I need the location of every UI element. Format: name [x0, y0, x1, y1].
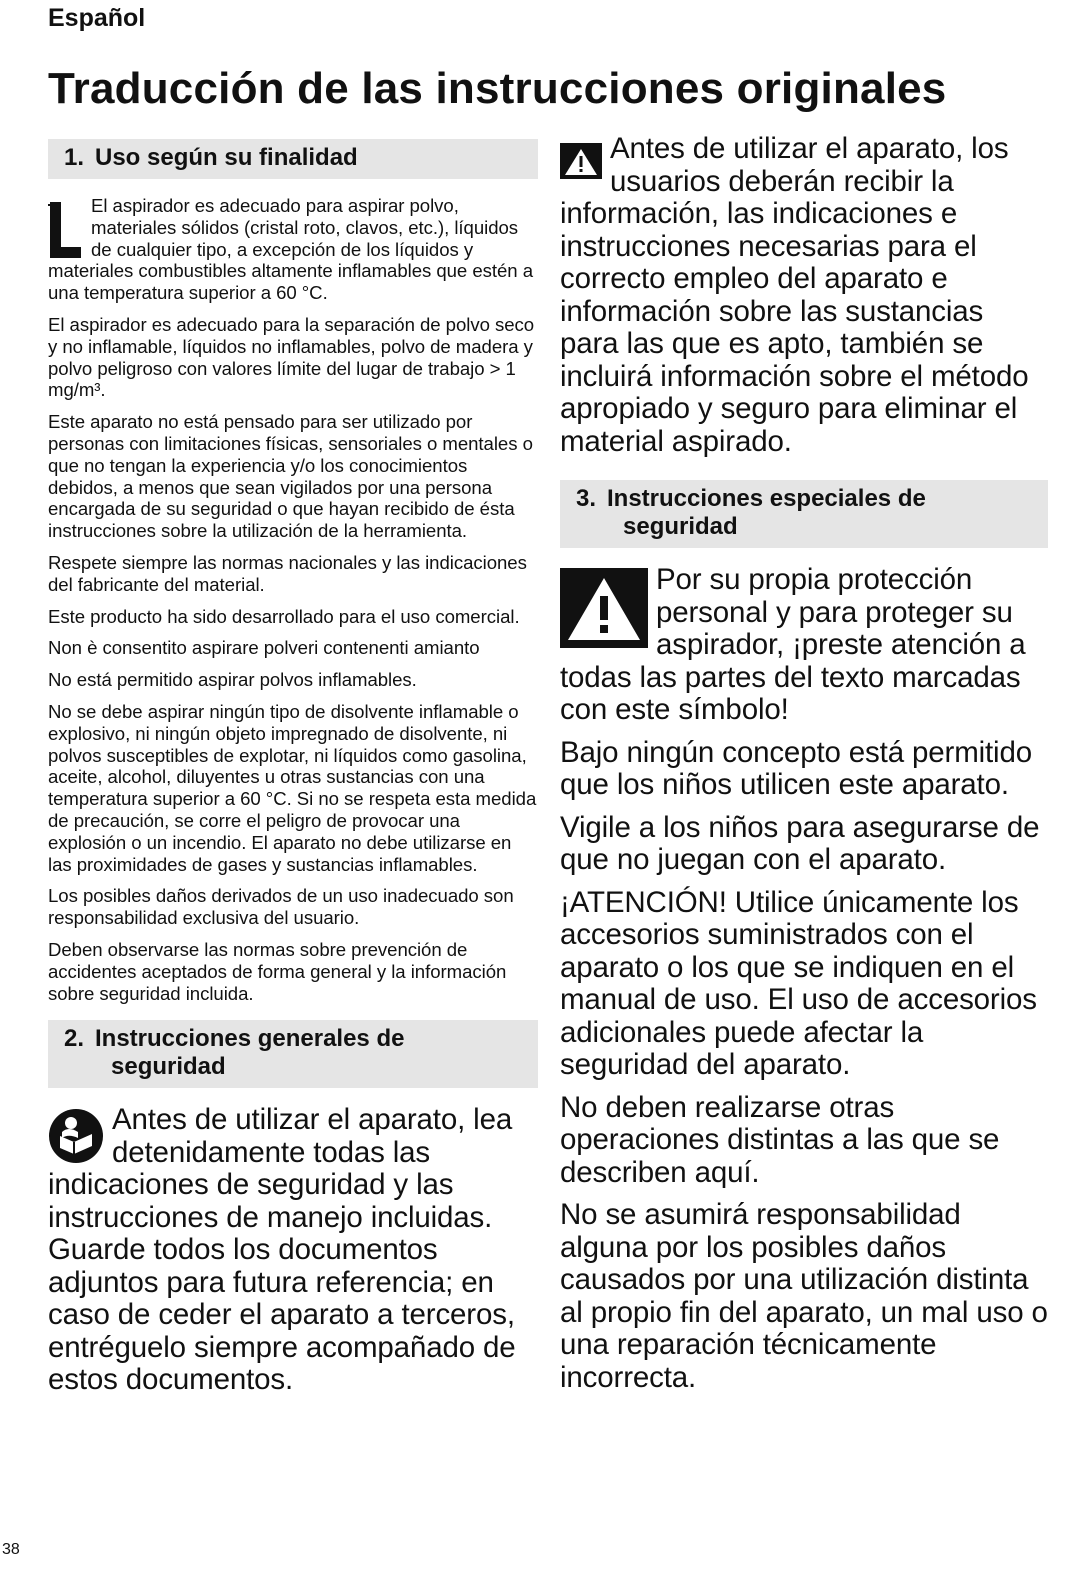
- section-2-body: [48, 1104, 538, 1397]
- paragraph-text: Antes de utilizar el aparato, los usuarios deberán recibir la información, las indicaciones e instrucciones necesarias para el correcto empleo del aparato e información sobre las sustancias para las que es apto, también se incluirá información sobre el método apropiado y seguro para eliminar el material aspirado.: [560, 132, 1029, 458]
- section-2-number: 2.: [64, 1025, 85, 1053]
- section-1-heading: [48, 139, 538, 179]
- section-3-title-line2: seguridad: [623, 513, 738, 540]
- section-3-heading: [560, 480, 1048, 548]
- section-1-body: [48, 195, 538, 1004]
- dropcap-l-icon: [48, 202, 81, 258]
- section-1-title: Uso según su finalidad: [95, 144, 358, 171]
- paragraph: No está permitido aspirar polvos inflamables.: [48, 669, 417, 691]
- paragraph: [560, 133, 1048, 458]
- paragraph-text: Antes de utilizar el aparato, lea detenidamente todas las indicaciones de seguridad y las instrucciones de manejo incluidas. Guarde todos los documentos adjuntos para futura referencia; en caso de ceder el aparato a terceros, entréguelo siempre acompañado de estos documentos.: [48, 1103, 516, 1397]
- warning-triangle-icon: [560, 568, 648, 648]
- paragraph: Este aparato no está pensado para ser utilizado por personas con limitaciones físicas, sensoriales o mentales o que no tengan la experiencia y/o los conocimientos debidos, a menos que sean vigilados por una persona encargada de su seguridad o que hayan recibido de ésta instrucciones sobre la utilización de la herramienta.: [48, 411, 533, 542]
- paragraph-text: Por su propia protección personal y para proteger su aspirador, ¡preste atención a todas las partes del texto marcadas con este símbolo!: [560, 563, 1026, 726]
- read-manual-icon: [48, 1108, 104, 1164]
- paragraph: No deben realizarse otras operaciones distintas a las que se describen aquí.: [560, 1090, 1000, 1189]
- section-3-title-line1: Instrucciones especiales de: [607, 485, 926, 512]
- paragraph: ¡ATENCIÓN! Utilice únicamente los accesorios suministrados con el aparato o los que se indiquen en el manual de uso. El uso de accesorios adicionales puede afectar la seguridad del aparato.: [560, 885, 1037, 1081]
- paragraph-text: El aspirador es adecuado para aspirar polvo, materiales sólidos (cristal roto, clavos, etc.), líquidos de cualquier tipo, a excepción de los líquidos y materiales combustibles altamente inflamables que estén a una temperatura superior a 60 °C.: [48, 195, 533, 304]
- warning-triangle-icon: [560, 143, 602, 179]
- left-column: [48, 139, 538, 1407]
- section-2-title-line2: seguridad: [111, 1053, 226, 1081]
- paragraph: [48, 195, 538, 304]
- page-title: Traducción de las instrucciones originales: [48, 64, 947, 113]
- paragraph: [48, 1104, 538, 1397]
- page-number: 38: [2, 1541, 20, 1558]
- section-1-number: 1.: [64, 144, 85, 171]
- section-3-body: [560, 564, 1048, 1394]
- section-3-number: 3.: [576, 485, 597, 512]
- language-label: Español: [48, 4, 146, 32]
- paragraph: [560, 564, 1048, 727]
- paragraph: Bajo ningún concepto está permitido que los niños utilicen este aparato.: [560, 735, 1032, 801]
- right-column: [560, 133, 1048, 1404]
- section-2-heading: [48, 1020, 538, 1088]
- paragraph: El aspirador es adecuado para la separación de polvo seco y no inflamable, líquidos no inflamables, polvo de madera y polvo peligroso con valores límite del lugar de trabajo > 1 mg/m³.: [48, 313, 535, 401]
- right-intro: [560, 133, 1048, 458]
- paragraph: Este producto ha sido desarrollado para el uso comercial.: [48, 605, 520, 627]
- paragraph: Los posibles daños derivados de un uso inadecuado son responsabilidad exclusiva del usuario.: [48, 885, 514, 929]
- paragraph: Respete siempre las normas nacionales y las indicaciones del fabricante del material.: [48, 551, 527, 595]
- section-2-title-line1: Instrucciones generales de: [95, 1025, 405, 1053]
- paragraph: No se asumirá responsabilidad alguna por los posibles daños causados por una utilización distinta al propio fin del aparato, un mal uso o una reparación técnicamente incorrecta.: [560, 1198, 1048, 1394]
- paragraph: No se debe aspirar ningún tipo de disolvente inflamable o explosivo, ni ningún objeto impregnado de disolvente, ni polvos susceptibles de explotar, ni líquidos como gasolina, aceite, alcohol, diluyentes u otras sustancias con una temperatura superior a 60 °C. Si no se respeta esta medida de precaución, se corre el peligro de provocar una explosión o un incendio. El aparato no debe utilizarse en las proximidades de gases y sustancias inflamables.: [48, 700, 537, 875]
- paragraph: Non è consentito aspirare polveri contenenti amianto: [48, 637, 480, 659]
- paragraph: Vigile a los niños para asegurarse de que no juegan con el aparato.: [560, 810, 1040, 876]
- paragraph: Deben observarse las normas sobre prevención de accidentes aceptados de forma general y la información sobre seguridad incluida.: [48, 938, 507, 1004]
